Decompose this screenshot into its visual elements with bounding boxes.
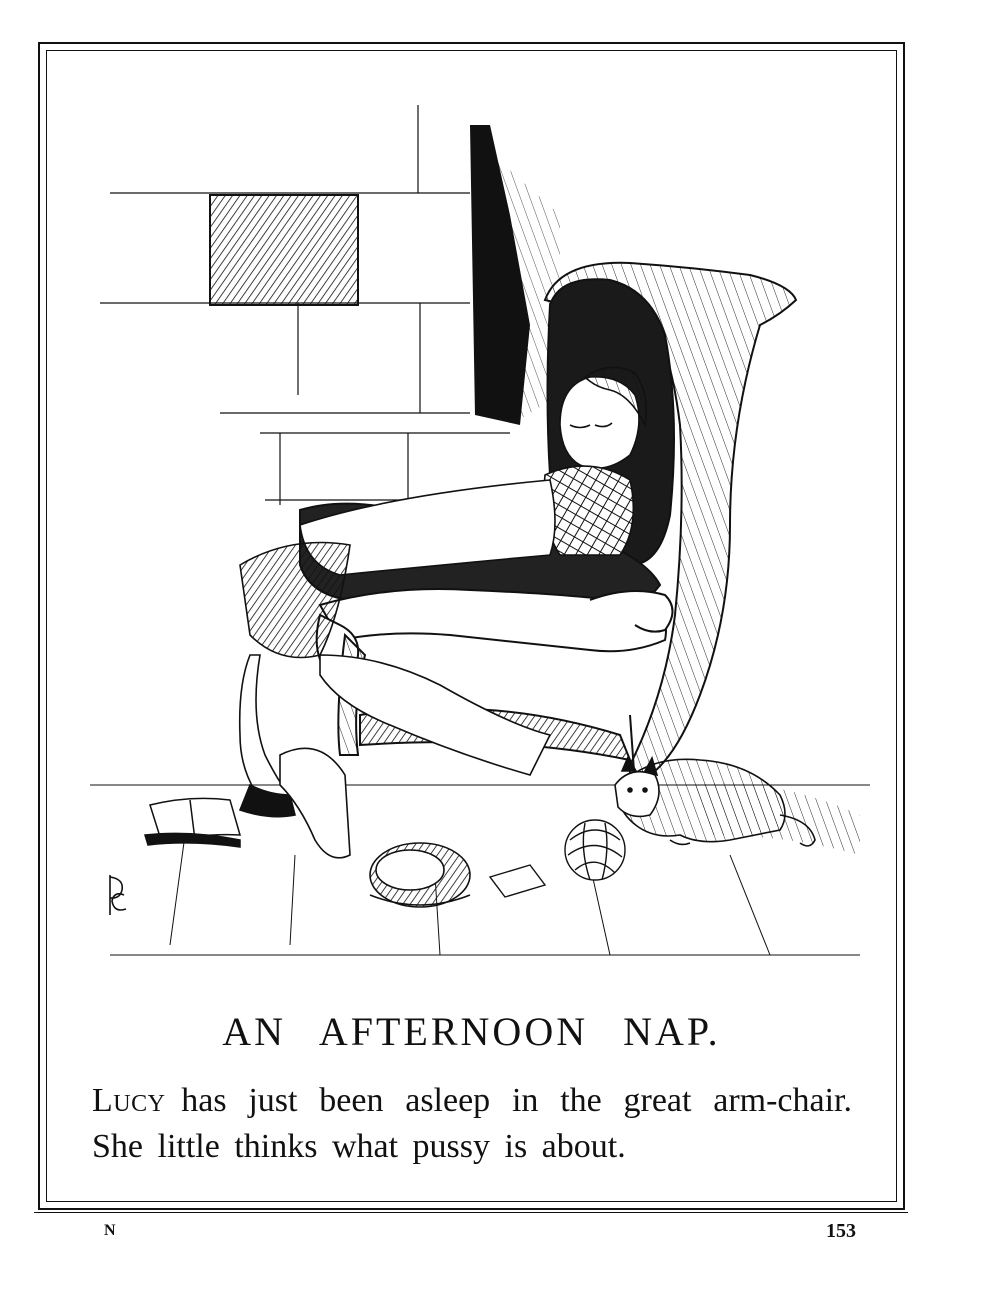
page-title: AN AFTERNOON NAP. <box>222 1009 721 1054</box>
page-number: 153 <box>826 1220 856 1242</box>
artist-monogram <box>110 875 126 915</box>
caption-lead-name: Lucy <box>92 1082 166 1119</box>
caption-body: has just been asleep in the great arm-chair. She little thinks what pussy is about. <box>92 1082 852 1165</box>
thread-reel <box>370 843 470 907</box>
engraving-illustration <box>90 95 870 975</box>
signature-mark: N <box>104 1222 116 1239</box>
playing-card <box>490 865 545 897</box>
open-book <box>145 798 240 847</box>
bottom-rule <box>34 1212 908 1213</box>
wall-plaque <box>210 195 358 305</box>
caption-text <box>92 1078 852 1170</box>
ball-of-yarn <box>565 820 625 880</box>
